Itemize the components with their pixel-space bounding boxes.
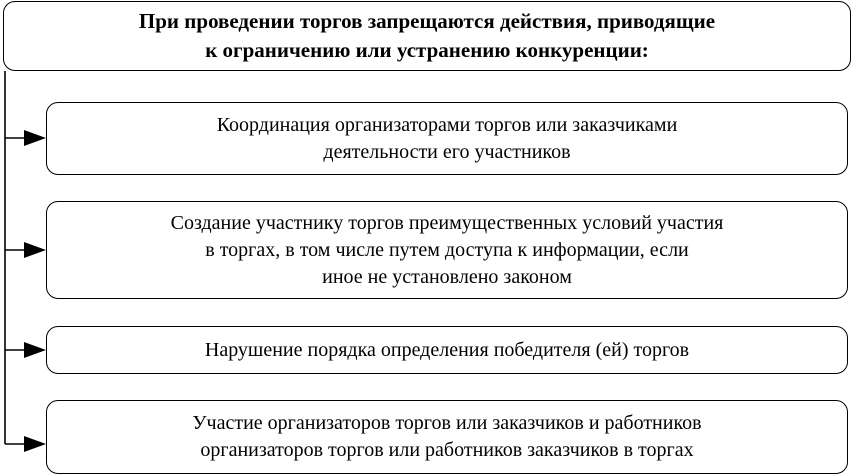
item-text-3: Нарушение порядка определения победителя (ей) торгов bbox=[204, 338, 690, 361]
arrow-head-1 bbox=[24, 130, 46, 146]
item-text-2: Создание участнику торгов преимущественных условий участия в торгах, в том числе путем доступа к информации, если иное не установлено законом bbox=[170, 211, 724, 288]
item-box-3 bbox=[46, 326, 848, 374]
item-box-4 bbox=[46, 400, 848, 474]
arrow-head-4 bbox=[24, 436, 46, 452]
item-text-4: Участие организаторов торгов или заказчиков и работников организаторов торгов или работников заказчиков в торгах bbox=[192, 412, 702, 461]
item-text-1: Координация организаторами торгов или заказчиками деятельности его участников bbox=[216, 113, 678, 163]
arrow-head-3 bbox=[24, 342, 46, 358]
header-box bbox=[3, 1, 851, 71]
arrow-head-2 bbox=[24, 242, 46, 258]
item-box-1 bbox=[46, 102, 848, 175]
header-text: При проведении торгов запрещаются действия, приводящие к ограничению или устранению конкуренции: bbox=[138, 9, 716, 62]
item-box-2 bbox=[46, 201, 848, 299]
